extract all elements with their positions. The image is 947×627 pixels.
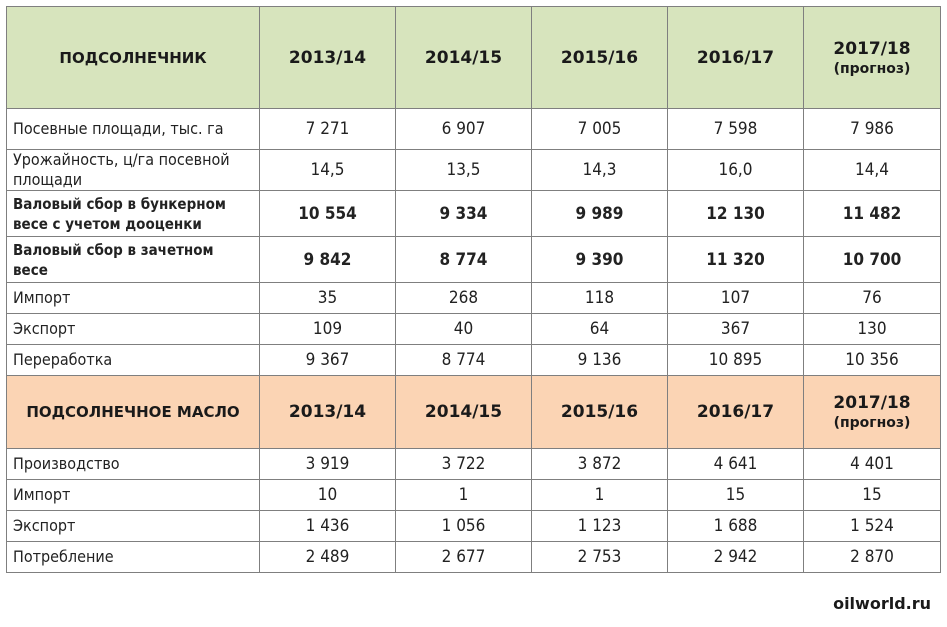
table-row: [7, 314, 941, 345]
row-label: Импорт: [7, 480, 260, 511]
value-cell: 64: [532, 314, 668, 345]
year-header-cell: [532, 7, 668, 109]
row-label: Переработка: [7, 345, 260, 376]
value-cell: 7 005: [532, 109, 668, 150]
value-cell: 15: [804, 480, 941, 511]
forecast-note: (прогноз): [833, 60, 911, 77]
table-row: [7, 109, 941, 150]
row-label: Валовый сбор в бункерном весе с учетом дооценки: [7, 191, 260, 237]
year-label: 2017/18: [833, 393, 911, 413]
row-label: Экспорт: [7, 511, 260, 542]
value-cell: 130: [804, 314, 941, 345]
table-row: [7, 449, 941, 480]
row-label: Урожайность, ц/га посевной площади: [7, 150, 260, 191]
sunflower-oil-section-title: ПОДСОЛНЕЧНОЕ МАСЛО: [7, 376, 260, 449]
value-cell: 3 872: [532, 449, 668, 480]
value-cell: 14,4: [804, 150, 941, 191]
value-cell: 9 390: [532, 237, 668, 283]
value-cell: 14,5: [260, 150, 396, 191]
value-cell: 8 774: [396, 237, 532, 283]
value-cell: 1 524: [804, 511, 941, 542]
value-cell: 13,5: [396, 150, 532, 191]
year-label: 2014/15: [424, 47, 503, 68]
value-cell: 10 700: [804, 237, 941, 283]
year-label: 2013/14: [288, 402, 367, 422]
year-label: 2016/17: [696, 402, 775, 422]
value-cell: 40: [396, 314, 532, 345]
value-cell: 9 842: [260, 237, 396, 283]
value-cell: 6 907: [396, 109, 532, 150]
value-cell: 1 436: [260, 511, 396, 542]
value-cell: 7 598: [668, 109, 804, 150]
value-cell: 2 942: [668, 542, 804, 573]
sunflower-balance-table: [6, 6, 941, 573]
value-cell: 1: [532, 480, 668, 511]
value-cell: 9 989: [532, 191, 668, 237]
year-label: 2014/15: [424, 402, 503, 422]
row-label: Посевные площади, тыс. га: [7, 109, 260, 150]
value-cell: 14,3: [532, 150, 668, 191]
source-credit: oilworld.ru: [833, 594, 931, 613]
value-cell: 367: [668, 314, 804, 345]
year-label: 2015/16: [560, 47, 639, 68]
year-header-cell: [668, 7, 804, 109]
table-row: [7, 511, 941, 542]
year-header-cell: [532, 376, 668, 449]
value-cell: 9 367: [260, 345, 396, 376]
sunflower-header-row: [7, 7, 941, 109]
value-cell: 1 123: [532, 511, 668, 542]
value-cell: 8 774: [396, 345, 532, 376]
value-cell: 10 356: [804, 345, 941, 376]
value-cell: 118: [532, 283, 668, 314]
table-row: [7, 480, 941, 511]
table-row: [7, 150, 941, 191]
value-cell: 2 753: [532, 542, 668, 573]
value-cell: 3 919: [260, 449, 396, 480]
sunflower-section-title: ПОДСОЛНЕЧНИК: [7, 7, 260, 109]
value-cell: 9 136: [532, 345, 668, 376]
row-label: Экспорт: [7, 314, 260, 345]
year-header-cell: [804, 376, 941, 449]
value-cell: 10 554: [260, 191, 396, 237]
value-cell: 15: [668, 480, 804, 511]
value-cell: 1: [396, 480, 532, 511]
value-cell: 35: [260, 283, 396, 314]
value-cell: 2 870: [804, 542, 941, 573]
row-label: Производство: [7, 449, 260, 480]
year-header-cell: [260, 7, 396, 109]
value-cell: 3 722: [396, 449, 532, 480]
sunflower-oil-header-row: [7, 376, 941, 449]
table-row: [7, 237, 941, 283]
value-cell: 4 401: [804, 449, 941, 480]
year-label: 2015/16: [560, 402, 639, 422]
value-cell: 107: [668, 283, 804, 314]
year-label: 2017/18: [833, 38, 911, 59]
value-cell: 10: [260, 480, 396, 511]
row-label: Потребление: [7, 542, 260, 573]
value-cell: 1 688: [668, 511, 804, 542]
value-cell: 7 986: [804, 109, 941, 150]
year-header-cell: [396, 7, 532, 109]
row-label: Валовый сбор в зачетном весе: [7, 237, 260, 283]
table-body: [7, 7, 941, 573]
value-cell: 12 130: [668, 191, 804, 237]
year-label: 2016/17: [696, 47, 775, 68]
table-row: [7, 345, 941, 376]
table-row: [7, 283, 941, 314]
value-cell: 11 482: [804, 191, 941, 237]
value-cell: 4 641: [668, 449, 804, 480]
year-label: 2013/14: [288, 47, 367, 68]
year-header-cell: [668, 376, 804, 449]
table-row: [7, 191, 941, 237]
value-cell: 76: [804, 283, 941, 314]
value-cell: 1 056: [396, 511, 532, 542]
value-cell: 9 334: [396, 191, 532, 237]
year-header-cell: [396, 376, 532, 449]
table-row: [7, 542, 941, 573]
forecast-note: (прогноз): [833, 415, 911, 431]
value-cell: 16,0: [668, 150, 804, 191]
year-header-cell: [260, 376, 396, 449]
value-cell: 2 489: [260, 542, 396, 573]
value-cell: 268: [396, 283, 532, 314]
year-header-cell: [804, 7, 941, 109]
value-cell: 109: [260, 314, 396, 345]
value-cell: 11 320: [668, 237, 804, 283]
value-cell: 10 895: [668, 345, 804, 376]
row-label: Импорт: [7, 283, 260, 314]
value-cell: 7 271: [260, 109, 396, 150]
value-cell: 2 677: [396, 542, 532, 573]
